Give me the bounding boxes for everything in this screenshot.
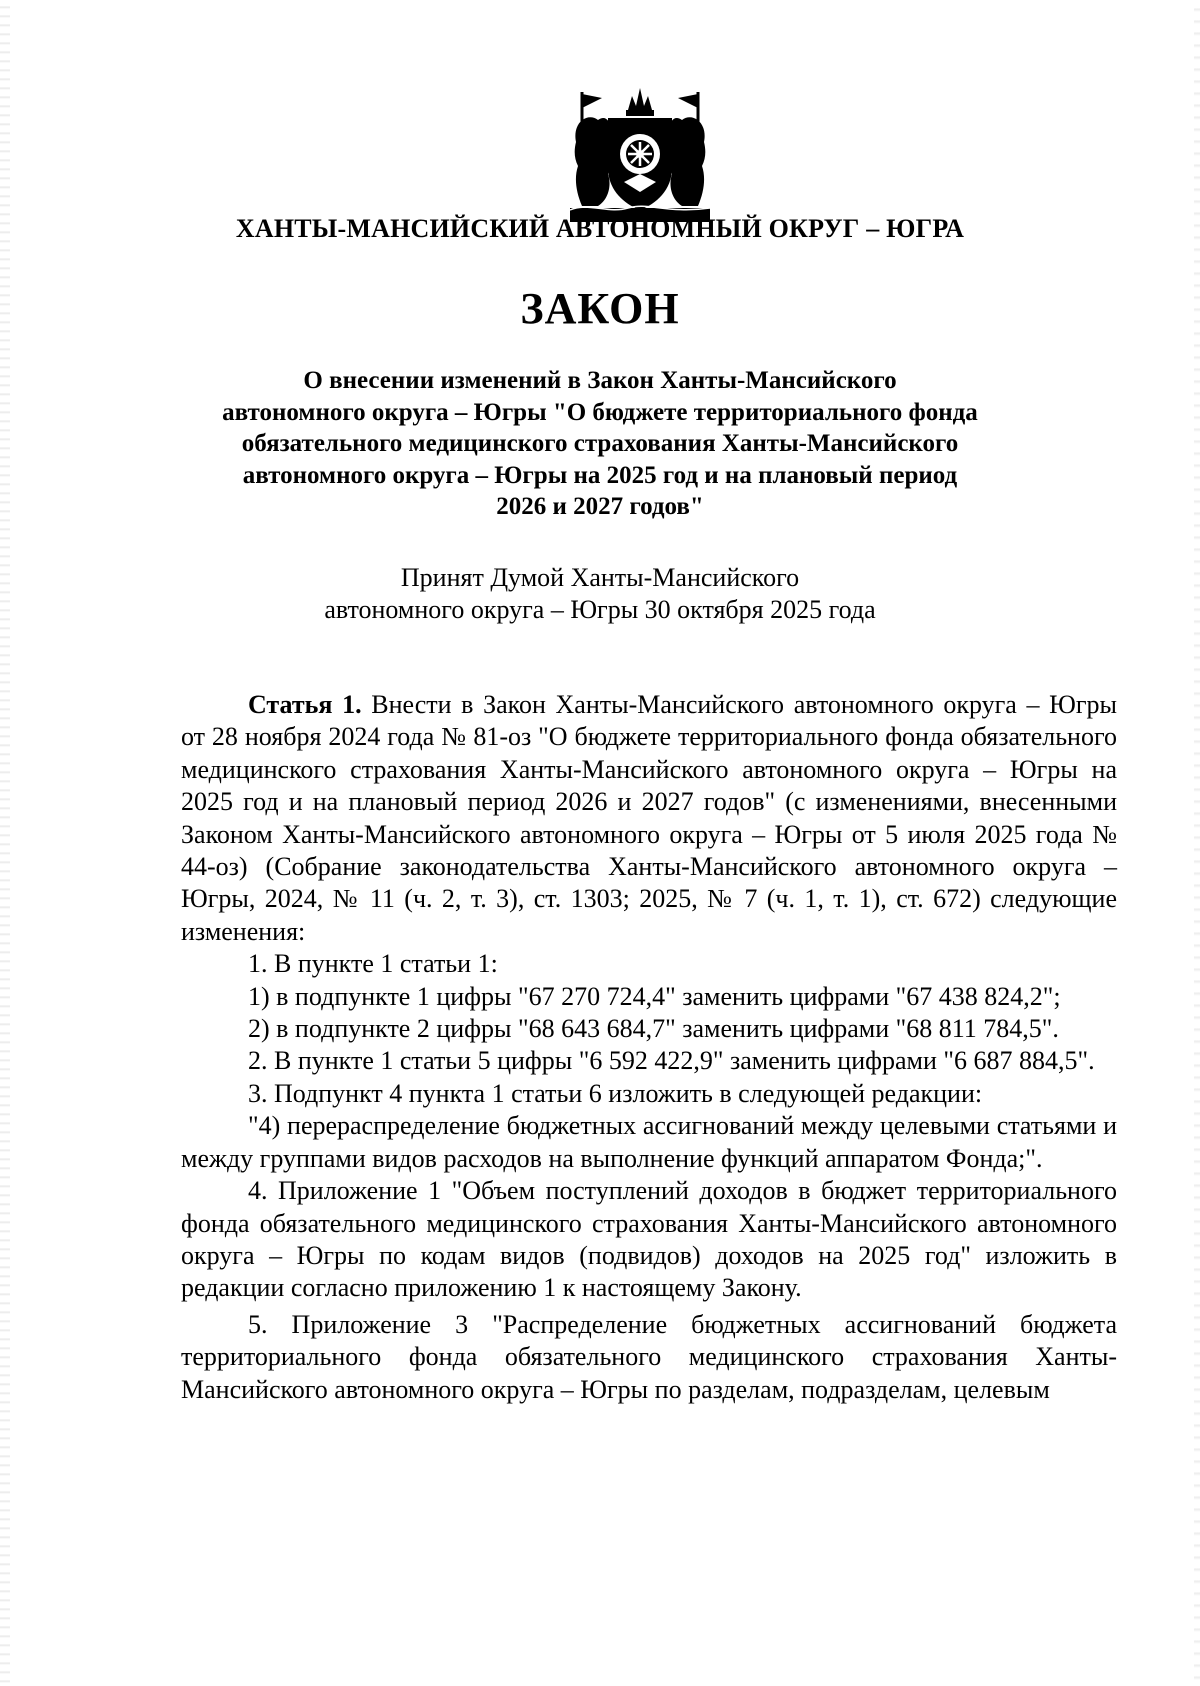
paragraph-text: 5. Приложение 3 "Распределение бюджетных ассигнований бюджета территориального фонда обязательного медицинского страхования Ханты-Мансийского автономного округа – Югры по разделам, подразделам, целевым bbox=[181, 1309, 1117, 1404]
law-title-line: О внесении изменений в Закон Ханты-Мансийского bbox=[303, 367, 897, 394]
paragraph-text: 1. В пункте 1 статьи 1: bbox=[248, 949, 498, 979]
paragraph-text: 1) в подпункте 1 цифры "67 270 724,4" заменить цифрами "67 438 824,2"; bbox=[248, 981, 1061, 1011]
paragraph-text: "4) перераспределение бюджетных ассигнований между целевыми статьями и между группами видов расходов на выполнение функций аппаратом Фонда;". bbox=[181, 1111, 1117, 1173]
document-type: ЗАКОН bbox=[520, 284, 680, 333]
scan-edge-left bbox=[0, 0, 10, 1686]
coat-of-arms-icon bbox=[568, 82, 712, 224]
paragraph-text: Внести в Закон Ханты-Мансийского автономного округа – Югры от 28 ноября 2024 года № 81-оз "О бюджете территориального фонда обязательного медицинского страхования Ханты-Мансийского автономного округа – Югры на 2025 год и на плановый период 2026 и 2027 годов" (с изменениями, внесенными Законом Ханты-Мансийского автономного округа – Югры от 5 июля 2025 года № 44-оз) (Собрание законодательства Ханты-Мансийского автономного округа – Югры, 2024, № 11 (ч. 2, т. 3), ст. 1303; 2025, № 7 (ч. 1, т. 1), ст. 672) следующие изменения: bbox=[181, 690, 1118, 946]
law-title-line: 2026 и 2027 годов" bbox=[496, 493, 704, 520]
article-label: Статья 1. bbox=[248, 690, 362, 719]
law-title-line: автономного округа – Югры "О бюджете территориального фонда bbox=[222, 398, 978, 426]
paragraph-text: 4. Приложение 1 "Объем поступлений доходов в бюджет территориального фонда обязательного медицинского страхования Ханты-Мансийского автономного округа – Югры по кодам видов (подвидов) доходов на 2025 год" изложить в редакции согласно приложению 1 к настоящему Закону. bbox=[181, 1176, 1117, 1303]
region-heading: ХАНТЫ-МАНСИЙСКИЙ АВТОНОМНЫЙ ОКРУГ – ЮГРА bbox=[235, 214, 965, 243]
adoption-note-line: автономного округа – Югры 30 октября 2025 года bbox=[324, 595, 876, 624]
adoption-note-line: Принят Думой Ханты-Мансийского bbox=[400, 563, 800, 592]
law-title-line: автономного округа – Югры на 2025 год и на плановый период bbox=[242, 461, 958, 489]
adoption-note bbox=[300, 562, 900, 626]
law-title-line: обязательного медицинского страхования Ханты-Мансийского bbox=[241, 430, 959, 457]
article-1-intro bbox=[181, 689, 1117, 948]
paragraph-text: 3. Подпункт 4 пункта 1 статьи 6 изложить в следующей редакции: bbox=[248, 1078, 983, 1108]
paragraph-text: 2. В пункте 1 статьи 5 цифры "6 592 422,9" заменить цифрами "6 687 884,5". bbox=[248, 1046, 1095, 1076]
paragraph-text: 2) в подпункте 2 цифры "68 643 684,7" заменить цифрами "68 811 784,5". bbox=[248, 1014, 1059, 1044]
scan-edge-right bbox=[1194, 0, 1200, 1686]
law-title bbox=[200, 365, 1000, 523]
law-body bbox=[181, 689, 1117, 1406]
